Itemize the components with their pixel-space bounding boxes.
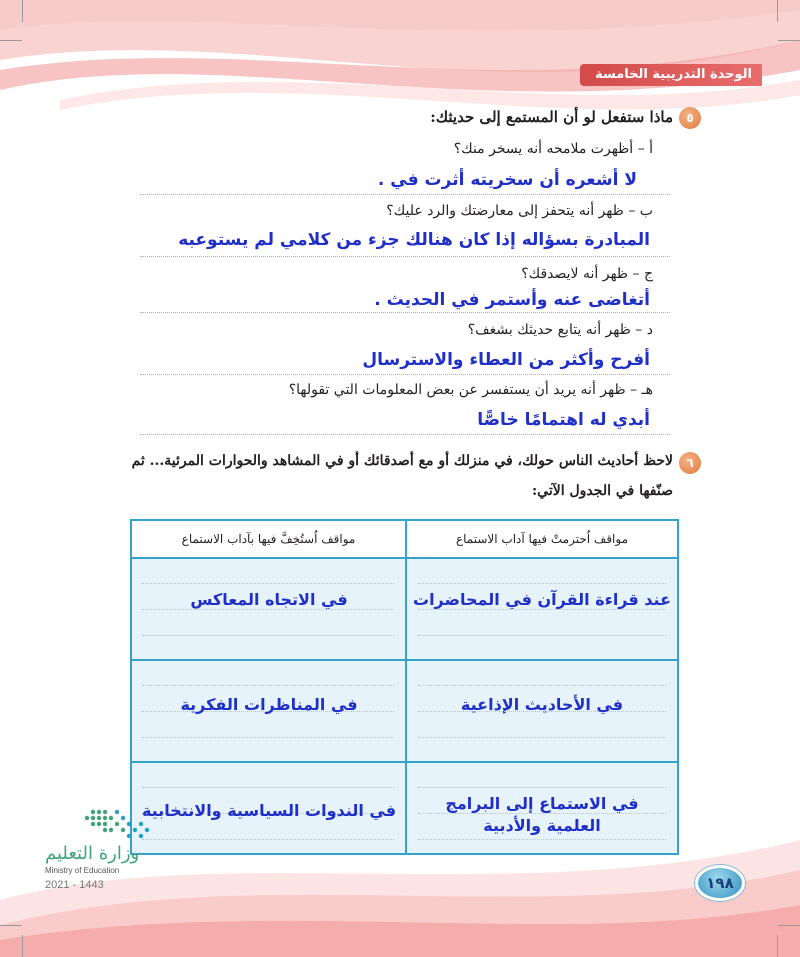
crop-mark bbox=[22, 935, 23, 957]
cell-guide-line bbox=[142, 737, 394, 738]
table-cell-respected: في الأحاديث الإذاعية bbox=[460, 695, 624, 714]
answer-line bbox=[140, 312, 670, 313]
cell-guide-line bbox=[418, 685, 666, 686]
cell-guide-line bbox=[142, 685, 394, 686]
question-number-badge: ٦ bbox=[679, 452, 701, 474]
table-cell-respected: في الاستماع إلى البرامج العلمية والأدبية bbox=[445, 794, 639, 835]
table-cell-disregarded: في الندوات السياسية والانتخابية bbox=[141, 801, 397, 820]
cell-guide-line bbox=[142, 635, 394, 636]
crop-mark bbox=[22, 0, 23, 22]
ministry-name-arabic: وزارة التعليم bbox=[45, 843, 140, 864]
answer-line bbox=[140, 374, 670, 375]
table-cell-respected: عند قراءة القرآن في المحاضرات bbox=[412, 590, 672, 609]
q5-answer-d: أفرح وأكثر من العطاء والاسترسال bbox=[362, 350, 650, 370]
cell-guide-line bbox=[418, 635, 666, 636]
table-cell-disregarded: في المناظرات الفكرية bbox=[180, 695, 358, 714]
table-header-respected: مواقف اُحترمتْ فيها آداب الاستماع bbox=[407, 521, 677, 559]
q5-item-d: د – ظهر أنه يتابع حديثك بشغف؟ bbox=[467, 322, 653, 338]
ministry-name-english: Ministry of Education bbox=[45, 866, 120, 875]
cell-guide-line bbox=[142, 839, 394, 840]
unit-title-banner: الوحدة التدريبية الخامسة bbox=[580, 64, 762, 86]
q5-item-c: ج – ظهر أنه لايصدقك؟ bbox=[521, 266, 653, 282]
cell-guide-line bbox=[142, 583, 394, 584]
q5-answer-b: المبادرة بسؤاله إذا كان هنالك جزء من كلامي لم يستوعبه bbox=[178, 230, 650, 250]
crop-mark bbox=[0, 925, 22, 926]
q5-answer-c: أتغاضى عنه وأستمر في الحديث . bbox=[374, 290, 650, 310]
page-number-badge: ١٩٨ bbox=[695, 865, 745, 901]
cell-guide-line bbox=[142, 787, 394, 788]
question-5-text: ماذا ستفعل لو أن المستمع إلى حديثك: bbox=[430, 108, 673, 126]
classification-table bbox=[130, 519, 679, 855]
question-number-badge: ٥ bbox=[679, 107, 701, 129]
table-header-disregarded: مواقف اُستُخِفَّ فيها بآداب الاستماع bbox=[132, 521, 405, 559]
question-6-line-1: لاحظ أحاديث الناس حولك، في منزلك أو مع أصدقائك أو في المشاهد والحوارات المرئية... ثم bbox=[131, 453, 673, 469]
answer-line bbox=[140, 194, 670, 195]
cell-guide-line bbox=[418, 787, 666, 788]
crop-mark bbox=[0, 40, 22, 41]
cell-guide-line bbox=[418, 737, 666, 738]
q5-item-b: ب – ظهر أنه يتحفز إلى معارضتك والرد عليك؟ bbox=[386, 203, 653, 219]
answer-line bbox=[140, 256, 670, 257]
table-cell-disregarded: في الاتجاه المعاكس bbox=[190, 590, 348, 609]
q5-answer-a: لا أشعره أن سخريته أثرت في . bbox=[377, 170, 637, 190]
cell-guide-line bbox=[418, 839, 666, 840]
academic-year: 2021 - 1443 bbox=[45, 879, 104, 891]
crop-mark bbox=[777, 935, 778, 957]
table-row-divider bbox=[132, 659, 677, 661]
crop-mark bbox=[777, 0, 778, 22]
question-6-line-2: صنّفها في الجدول الآتي: bbox=[532, 483, 673, 499]
q5-item-e: هـ – ظهر أنه يريد أن يستفسر عن بعض المعلومات التي تقولها؟ bbox=[288, 382, 653, 398]
q5-answer-e: أبدي له اهتمامًا خاصًّا bbox=[477, 410, 650, 430]
crop-mark bbox=[778, 925, 800, 926]
crop-mark bbox=[778, 40, 800, 41]
answer-line bbox=[140, 434, 670, 435]
cell-guide-line bbox=[418, 583, 666, 584]
q5-item-a: أ – أظهرت ملامحه أنه يسخر منك؟ bbox=[453, 141, 653, 157]
table-column-divider bbox=[405, 521, 407, 853]
table-row-divider bbox=[132, 761, 677, 763]
